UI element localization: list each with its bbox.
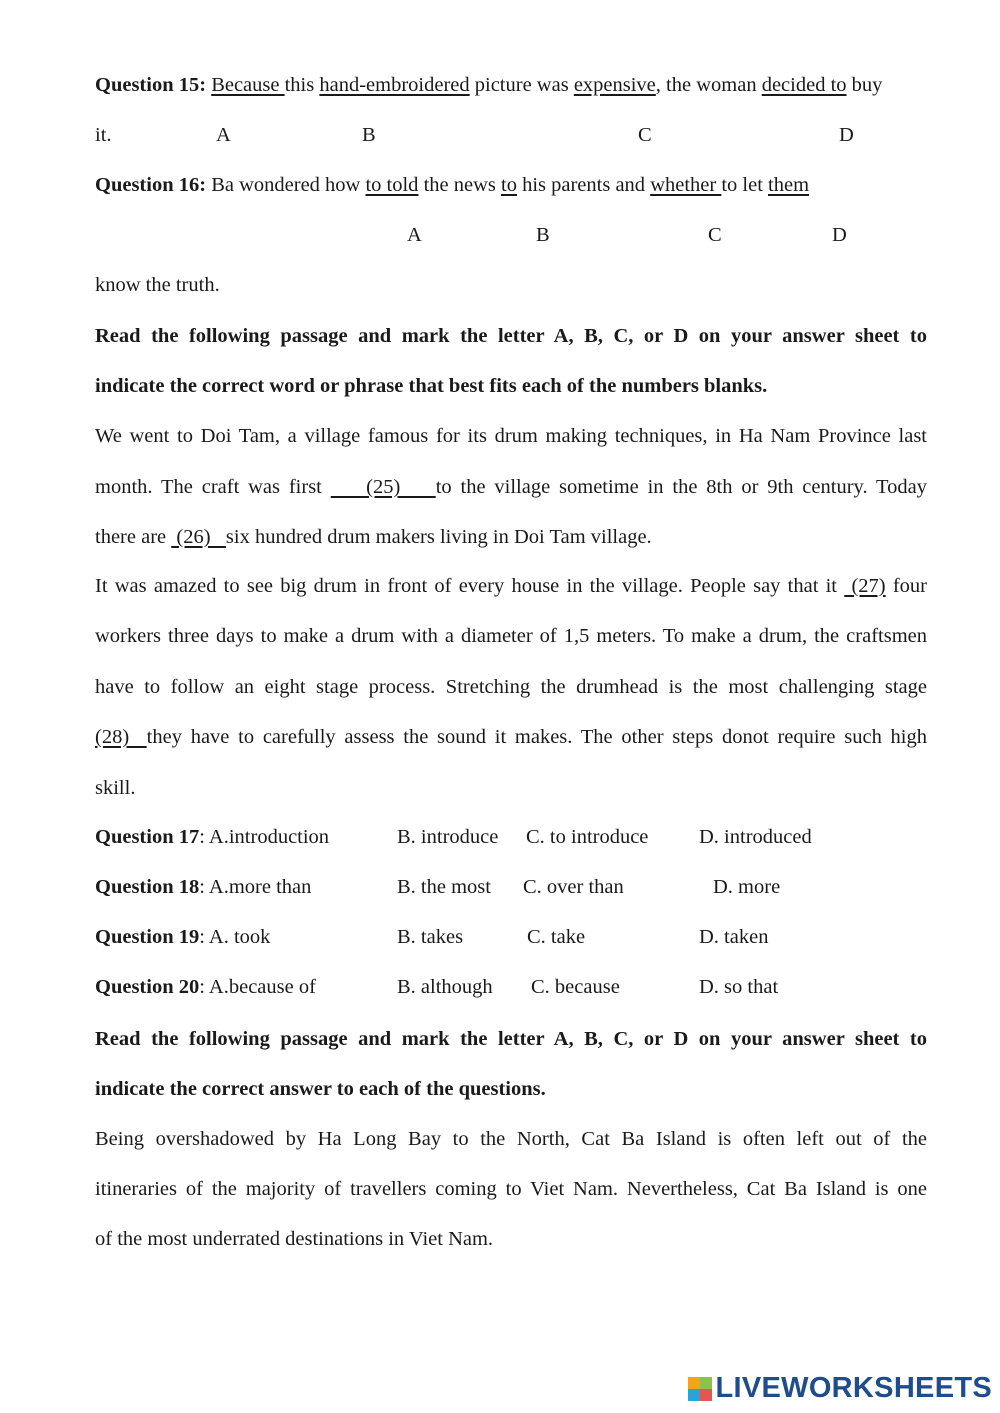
q15-text: , the woman [655, 74, 762, 96]
q19-option-c: C. take [527, 926, 586, 948]
q19-option-b: B. takes [397, 926, 464, 948]
question-17-row [95, 824, 927, 850]
question-19-row [95, 924, 927, 950]
q16-letter-a: A [407, 224, 422, 246]
instruction-1-line-1: Read the following passage and mark the letter A, B, C, or D on your answer sheet to [95, 325, 927, 347]
q16-letter-d: D [832, 224, 847, 246]
q17-option-c: C. to introduce [526, 826, 649, 848]
q16-text: the news [418, 174, 501, 196]
q16-text: to let [721, 174, 769, 196]
instruction-1-line-2: indicate the correct word or phrase that best fits each of the numbers blanks. [95, 375, 768, 397]
passage-1-line-2 [95, 474, 927, 500]
q18-option-a: : A.more than [199, 876, 312, 898]
question-19-label: Question 19 [95, 926, 200, 948]
instruction-2-line-2: indicate the correct answer to each of the questions. [95, 1078, 546, 1100]
q15-text: this [284, 74, 320, 96]
blank-27: (27) [844, 575, 886, 597]
question-17-label: Question 17 [95, 826, 200, 848]
q15-text: buy [846, 74, 883, 96]
question-15-letters-line [95, 122, 927, 148]
passage-2-line-1: Being overshadowed by Ha Long Bay to the North, Cat Ba Island is often left out of the [95, 1128, 927, 1150]
q16-option-b-text: to [501, 174, 517, 196]
q15-option-c-text: expensive [573, 74, 656, 96]
passage-2-line-3: of the most underrated destinations in Viet Nam. [95, 1228, 494, 1250]
liveworksheets-logo-text: LIVEWORKSHEETS [715, 1372, 992, 1404]
q15-option-a-text: Because [211, 74, 285, 96]
passage-1-line-7 [95, 724, 927, 750]
q16-letter-b: B [536, 224, 550, 246]
instruction-2-line-1: Read the following passage and mark the letter A, B, C, or D on your answer sheet to [95, 1028, 927, 1050]
q17-option-a: : A.introduction [199, 826, 330, 848]
q18-option-b: B. the most [397, 876, 491, 898]
passage-text: month. The craft was first [95, 476, 331, 498]
q16-text: Ba wondered how [206, 174, 366, 196]
liveworksheets-logo-icon [688, 1377, 712, 1401]
passage-text: It was amazed to see big drum in front of every house in the village. People say that it [95, 575, 845, 597]
q15-letter-a: A [216, 124, 231, 146]
passage-text: four [885, 575, 928, 597]
q18-option-d: D. more [713, 876, 781, 898]
q17-option-b: B. introduce [397, 826, 499, 848]
q20-option-b: B. although [397, 976, 493, 998]
q15-continuation: it. [95, 124, 112, 146]
question-16-label: Question 16: [95, 174, 207, 196]
question-18-row [95, 874, 927, 900]
question-20-label: Question 20 [95, 976, 200, 998]
q15-option-b-text: hand-embroidered [319, 74, 470, 96]
q17-option-d: D. introduced [699, 826, 812, 848]
passage-text: to the village sometime in the 8th or 9th century. Today [435, 476, 927, 498]
q15-letter-c: C [638, 124, 652, 146]
passage-1-line-1: We went to Doi Tam, a village famous for its drum making techniques, in Ha Nam Province last [95, 425, 927, 447]
question-16-line [95, 172, 927, 198]
question-15-line [95, 72, 927, 98]
passage-1-line-3 [95, 524, 927, 550]
question-16-continuation: know the truth. [95, 274, 220, 296]
q15-text: picture was [469, 74, 574, 96]
passage-1-line-8: skill. [95, 777, 136, 799]
q15-letter-b: B [362, 124, 376, 146]
passage-1-line-4 [95, 573, 927, 599]
q16-text: his parents and [516, 174, 651, 196]
q16-option-d-text: them [768, 174, 810, 196]
question-18-label: Question 18 [95, 876, 200, 898]
q16-letter-c: C [708, 224, 722, 246]
blank-26: (26) [171, 526, 226, 548]
blank-28: (28) [95, 726, 147, 748]
q15-option-d-text: decided to [761, 74, 847, 96]
q20-option-d: D. so that [699, 976, 779, 998]
q19-option-a: : A. took [199, 926, 271, 948]
passage-2-line-2: itineraries of the majority of travellers coming to Viet Nam. Nevertheless, Cat Ba Island is one [95, 1178, 927, 1200]
question-20-row [95, 974, 927, 1000]
q18-option-c: C. over than [523, 876, 624, 898]
passage-text: they have to carefully assess the sound it makes. The other steps donot require such high [146, 726, 928, 748]
blank-25: (25) [330, 476, 436, 498]
liveworksheets-logo [688, 1372, 993, 1405]
q15-letter-d: D [839, 124, 854, 146]
q16-option-a-text: to told [365, 174, 419, 196]
passage-1-line-5: workers three days to make a drum with a diameter of 1,5 meters. To make a drum, the craftsmen [95, 625, 927, 647]
q19-option-d: D. taken [699, 926, 769, 948]
passage-1-line-6: have to follow an eight stage process. Stretching the drumhead is the most challenging stage [95, 676, 927, 698]
question-15-label: Question 15: [95, 74, 207, 96]
q16-option-c-text: whether [650, 174, 722, 196]
passage-text: there are [95, 526, 172, 548]
passage-text: six hundred drum makers living in Doi Tam village. [225, 526, 652, 548]
q20-option-c: C. because [531, 976, 620, 998]
q20-option-a: : A.because of [199, 976, 316, 998]
